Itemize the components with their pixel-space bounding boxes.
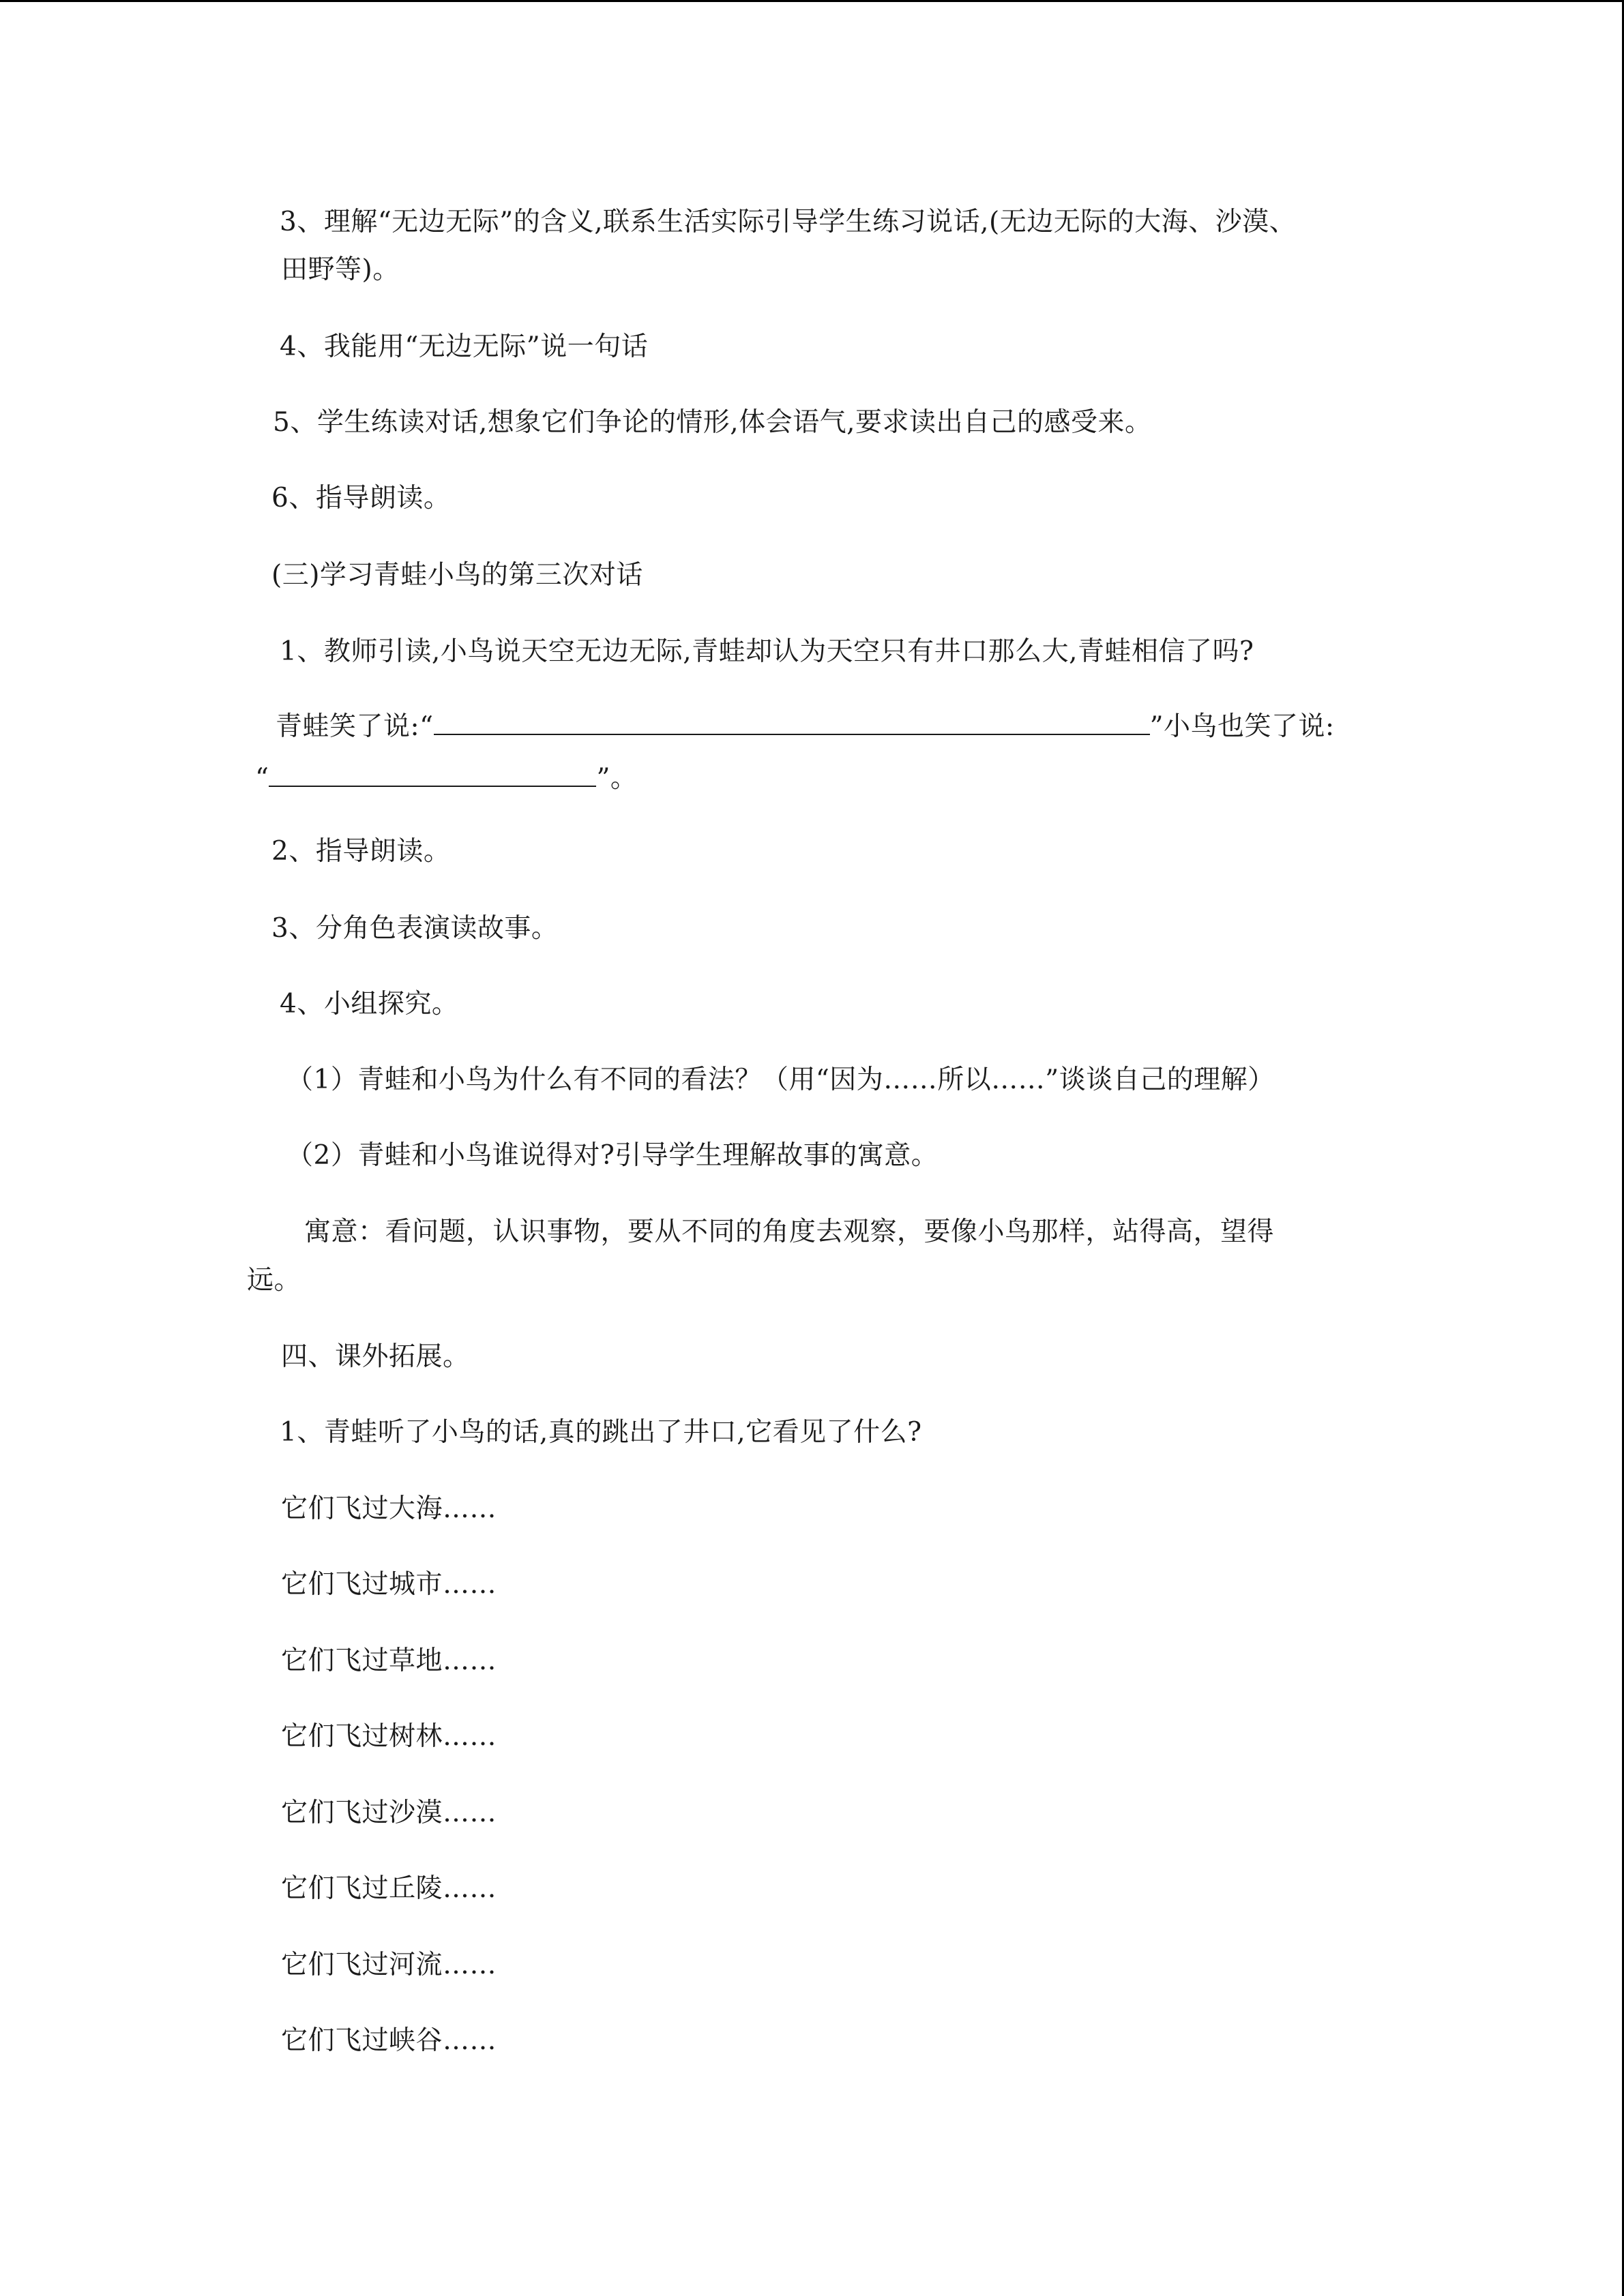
fill-in-line-1 bbox=[276, 709, 1335, 745]
fill-line-1-end: ”小鸟也笑了说: bbox=[1149, 711, 1335, 742]
question-1: （1）青蛙和小鸟为什么有不同的看法？（用“因为……所以……”谈谈自己的理解） bbox=[286, 1064, 1275, 1095]
flight-item: 它们飞过河流…… bbox=[281, 1950, 497, 1980]
flight-item: 它们飞过沙漠…… bbox=[281, 1798, 497, 1828]
flight-item: 它们飞过大海…… bbox=[281, 1493, 497, 1524]
flight-item: 它们飞过峡谷…… bbox=[281, 2025, 497, 2056]
section-3-item-2: 2、指导朗读。 bbox=[271, 836, 451, 867]
section-3-item-4: 4、小组探究。 bbox=[280, 989, 459, 1019]
paragraph-3-line-2: 田野等)。 bbox=[281, 254, 400, 285]
flight-item: 它们飞过城市…… bbox=[281, 1569, 497, 1600]
paragraph-5: 5、学生练读对话,想象它们争论的情形,体会语气,要求读出自己的感受来。 bbox=[273, 407, 1152, 438]
fill-in-line-2 bbox=[255, 761, 637, 796]
fill-line-2-start: “ bbox=[255, 763, 269, 794]
section-3-heading: (三)学习青蛙小鸟的第三次对话 bbox=[271, 560, 643, 591]
moral-line-1: 寓意：看问题，认识事物，要从不同的角度去观察，要像小鸟那样，站得高，望得 bbox=[304, 1217, 1275, 1247]
paragraph-3-line-1: 3、理解“无边无际”的含义,联系生活实际引导学生练习说话,(无边无际的大海、沙漠、 bbox=[280, 207, 1297, 237]
fill-line-1-start: 青蛙笑了说:“ bbox=[276, 711, 434, 742]
fill-line-2-end: ”。 bbox=[596, 763, 638, 794]
flight-item: 它们飞过丘陵…… bbox=[281, 1873, 497, 1904]
moral-line-2: 远。 bbox=[247, 1265, 301, 1296]
question-2: （2）青蛙和小鸟谁说得对?引导学生理解故事的寓意。 bbox=[286, 1140, 939, 1171]
section-3-item-1: 1、教师引读,小鸟说天空无边无际,青蛙却认为天空只有井口那么大,青蛙相信了吗? bbox=[280, 636, 1254, 667]
flight-item: 它们飞过树林…… bbox=[281, 1721, 497, 1752]
answer-blank-2[interactable] bbox=[269, 761, 596, 787]
section-4-item-1: 1、青蛙听了小鸟的话,真的跳出了井口,它看见了什么? bbox=[280, 1417, 922, 1448]
section-3-item-3: 3、分角色表演读故事。 bbox=[271, 913, 559, 944]
page-border-top bbox=[0, 0, 1624, 2]
answer-blank-1[interactable] bbox=[434, 709, 1150, 735]
section-4-heading: 四、课外拓展。 bbox=[281, 1341, 470, 1372]
paragraph-4: 4、我能用“无边无际”说一句话 bbox=[280, 331, 649, 362]
flight-item: 它们飞过草地…… bbox=[281, 1645, 497, 1676]
paragraph-6: 6、指导朗读。 bbox=[271, 483, 451, 513]
